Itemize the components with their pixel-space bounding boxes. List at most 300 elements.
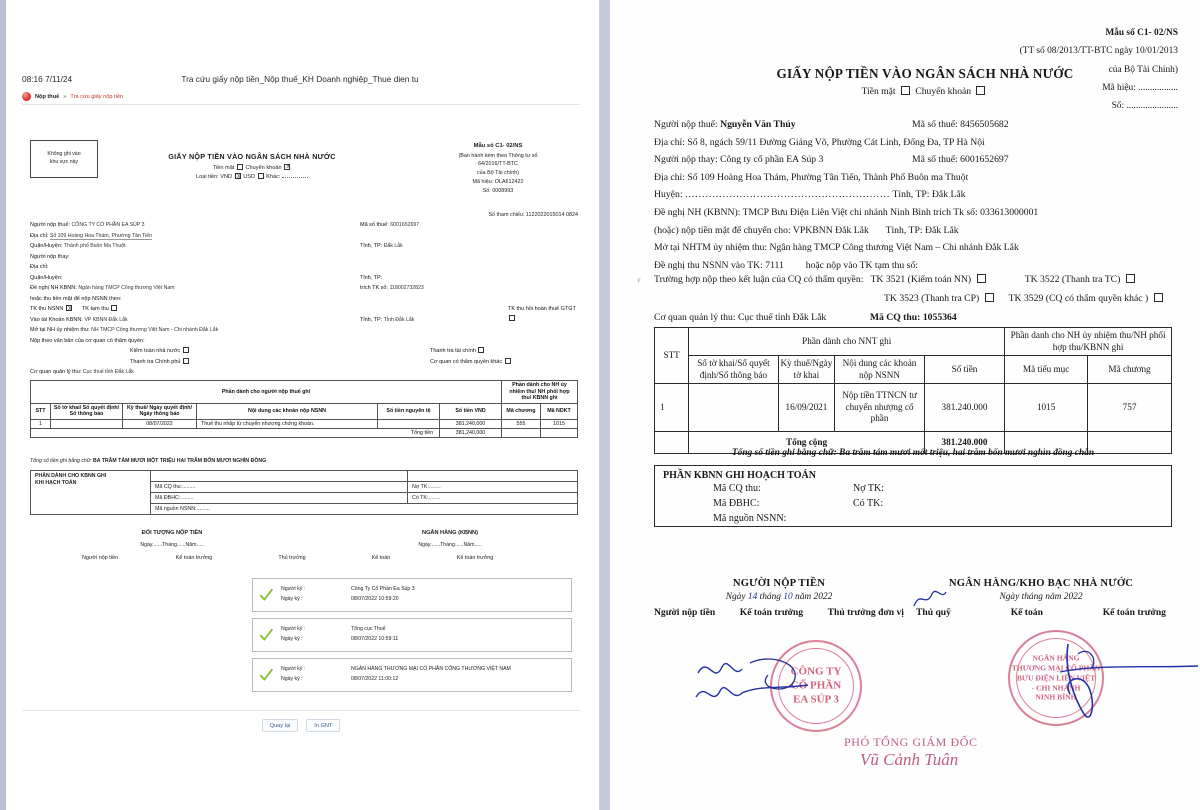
- sig-left-date: Ngày.......Tháng......Năm.....: [140, 542, 204, 548]
- date-label-3: Ngày ký :: [281, 676, 303, 682]
- signer-value-2: Tổng cục Thuế: [351, 626, 386, 633]
- print-gnt-button[interactable]: In GNT: [306, 719, 340, 732]
- scan-payer-address-value: Số 109 Hoàng Hoa Thám, Phường Tân Tiến, Thành Phố Buôn ma Thuột: [687, 171, 969, 183]
- total-ma-ndkt: [540, 429, 577, 438]
- currency-vnd-label: VND: [220, 174, 233, 180]
- kbnn-province-label: Tỉnh, TP:: [360, 316, 383, 323]
- scan-total-value: 381.240.000: [924, 432, 1004, 454]
- signature-card: [252, 618, 572, 652]
- form-serial-label: Số:: [482, 188, 491, 195]
- role-nguoi-nop-tien: Người nộp tiền: [82, 555, 118, 561]
- scan-cell-so-to-khai: [689, 384, 778, 432]
- field-payer-address: [30, 262, 578, 273]
- cell-vnd: 381,240,000: [440, 420, 502, 429]
- bank-value: Ngân hàng TMCP Công thương Việt Nam: [78, 285, 175, 291]
- scan-tk3523-checkbox: [985, 293, 994, 302]
- kbnn-account-value: VP KBNN Đắk Lắk: [84, 316, 128, 323]
- scan-case-row-3: [654, 308, 1184, 327]
- field-taxpayer: [30, 220, 578, 231]
- cell-ky-thue: 08/07/2022: [123, 420, 197, 429]
- scan-payer-address-label: Địa chỉ:: [654, 171, 685, 183]
- scan-bank-label: Đề nghị NH (KBNN):: [654, 206, 741, 218]
- or-cash-label: hoặc thu tiền mặt để nộp NSNN theo:: [30, 295, 122, 302]
- payer-address-label: Địa chỉ:: [30, 264, 49, 270]
- opt-kiemtoan-checkbox[interactable]: [183, 347, 189, 353]
- left-amount-table: [30, 380, 578, 438]
- kbnn-province-value: Tỉnh Đắk Lắk: [383, 316, 415, 323]
- kbnn-row-head: [31, 471, 578, 482]
- scan-fields: [654, 116, 1174, 274]
- scan-form-code: Mẫu số C1- 02/NS: [1105, 28, 1178, 38]
- scan-kbnn-line-3: [655, 513, 1171, 528]
- scan-table-header-row: [655, 356, 1172, 384]
- scan-left-date-pre: Ngày: [725, 592, 746, 602]
- currency-usd-checkbox[interactable]: [258, 173, 264, 179]
- scan-kbnn-ma-dbhc: Mã ĐBHC:: [713, 498, 760, 509]
- form-serial-line: [418, 187, 578, 196]
- scan-nhtm-value: Ngân hàng TMCP Công thương Việt Nam – Chi nhánh Đắk Lắk: [769, 242, 1019, 254]
- th-ma-chuong: Mã chương: [502, 403, 541, 419]
- currency-other-label: Khác:: [266, 174, 281, 180]
- kbnn-accounting-table: [30, 470, 578, 515]
- scan-manage-value: Cục thuế tỉnh Đắk Lắk: [737, 312, 827, 323]
- scan-field-district: [654, 186, 1174, 204]
- sig-left-head: ĐỐI TƯỢNG NỘP TIỀN: [141, 530, 203, 536]
- date-label-1: Ngày ký :: [281, 596, 303, 602]
- kbnn-ma-nguon: Mã nguồn NSNN:.........: [151, 504, 578, 515]
- scan-payer-taxcode-value: 6001652697: [960, 154, 1009, 166]
- signer-date-1: 08/07/2022 10:59:20: [351, 596, 399, 602]
- scan-case-options: [654, 270, 1184, 327]
- scan-sign-right: [916, 578, 1166, 618]
- scan-field-payer: [654, 151, 1174, 169]
- signature-card-values: [351, 665, 511, 685]
- form-symbol-value: OLA612422: [494, 179, 524, 186]
- form-symbol-label: Mã hiệu:: [472, 179, 494, 186]
- company-stamp-line-3: EA SÚP 3: [793, 692, 839, 705]
- scan-sign-left-head: NGƯỜI NỘP TIỀN: [732, 578, 826, 589]
- field-authority-doc: [30, 336, 578, 347]
- signature-card-labels: [281, 625, 343, 645]
- scan-taxpayer-value: Nguyễn Văn Thúy: [720, 119, 796, 130]
- scan-form-title: GIẤY NỘP TIỀN VÀO NGÂN SÁCH NHÀ NƯỚC: [776, 66, 1074, 81]
- role-ke-toan: Kế toán: [371, 555, 391, 561]
- opt-kiemtoan-label: Kiểm toán nhà nước: [130, 348, 181, 354]
- field-district: [30, 241, 578, 252]
- scan-amount-table-wrap: [654, 327, 1172, 454]
- scan-tk3529-label: TK 3529 (CQ có thẩm quyền khác ): [1008, 293, 1149, 304]
- th-so-to-khai: Số tờ khai/ Số quyết định/ Số thông báo: [51, 403, 123, 419]
- scan-or-cash-value: VPKBNN Đắk Lắk: [792, 224, 869, 236]
- bank-handwritten-signature: [1040, 628, 1200, 738]
- scan-right-role-3: Kế toán trưởng: [1102, 607, 1166, 618]
- scan-kbnn-co-tk: Có TK:: [853, 498, 884, 509]
- field-taxcode: [360, 220, 419, 231]
- scan-tk3522-checkbox: [1126, 274, 1135, 283]
- scan-field-payer-taxcode: [912, 151, 1009, 169]
- scan-cell-ma-tieu-muc: 1015: [1005, 384, 1088, 432]
- taxpayer-value: CÔNG TY CỔ PHẦN EA SÚP 3: [71, 222, 145, 228]
- check-icon: [259, 588, 273, 602]
- scan-th-ma-chuong: Mã chương: [1088, 356, 1172, 384]
- scan-transfer-label: Chuyển khoản: [915, 86, 972, 97]
- tk-gtgt-label: TK thu hồi hoàn thuế GTGT: [508, 306, 576, 312]
- scan-tk3522-label: TK 3522 (Thanh tra TC): [1024, 274, 1121, 285]
- scan-cell-ky-thue: 16/09/2021: [778, 384, 835, 432]
- scan-or-cash-label: (hoặc) nộp tiền mặt để chuyển cho:: [654, 224, 791, 236]
- gnt-form-preview: [22, 128, 580, 728]
- scan-payer-value: Công ty cổ phần EA Súp 3: [720, 154, 824, 166]
- opt-khac-label: Cơ quan có thẩm quyền khác: [430, 358, 503, 365]
- tk-nsnn-checkbox[interactable]: [66, 305, 72, 311]
- scan-district-label: Huyện:: [654, 189, 683, 201]
- field-kbnn-account: [30, 315, 578, 326]
- kbnn-title: [31, 471, 151, 515]
- transfer-checkbox[interactable]: [284, 164, 290, 170]
- scan-circular: (TT số 08/2013/TT-BTC ngày 10/01/2013: [1019, 46, 1178, 57]
- scan-taxpayer-label: Người nộp thuế:: [654, 119, 718, 130]
- form-issued-line3: của Bộ Tài chính): [476, 170, 520, 177]
- scan-field-address: [654, 134, 1174, 152]
- opt-khac-checkbox[interactable]: [505, 358, 511, 364]
- scan-cash-label: Tiền mặt: [861, 86, 896, 97]
- company-stamp-line-2: CỔ PHẦN: [790, 679, 842, 692]
- form-fields: [30, 220, 578, 378]
- reference-value: 1122022015014 0824: [525, 212, 578, 218]
- signer-handwriting: Vũ Cảnh Tuân: [860, 750, 959, 769]
- role-thu-truong: Thủ trưởng: [278, 555, 306, 561]
- cell-nguyen-te: [378, 420, 440, 429]
- scan-left-date-month: 10: [783, 592, 793, 602]
- scan-issuer: của Bộ Tài Chính): [1108, 64, 1178, 75]
- district-label: Quận/Huyện:: [30, 243, 63, 249]
- scan-province-value: Đắk Lắk: [931, 189, 966, 201]
- scan-left-date-day: 14: [747, 592, 758, 602]
- signer-title: PHÓ TỔNG GIÁM ĐỐC: [844, 735, 978, 749]
- sig-right-date: Ngày.......Tháng......Năm.....: [418, 542, 482, 548]
- scan-table-group-row: [655, 328, 1172, 356]
- cell-noi-dung: Thuế thu nhập từ chuyển nhượng chứng khoán.: [197, 420, 378, 429]
- scan-cell-noi-dung: Nộp tiền TTNCN tư chuyển nhượng cổ phần: [835, 384, 925, 432]
- scan-tk-value: 7111: [765, 259, 784, 271]
- currency-vnd-checkbox[interactable]: [235, 173, 241, 179]
- field-address: [30, 231, 578, 242]
- scan-field-payer-address: [654, 169, 1174, 187]
- signature-card-labels: [281, 585, 343, 605]
- field-province: [360, 241, 403, 252]
- back-button[interactable]: Quay lại: [262, 719, 299, 732]
- scan-payer-label: Người nộp thay:: [654, 154, 718, 166]
- nhtm-label: Mở tại NH ủy nhiệm thu:: [30, 327, 90, 333]
- scan-kbnn-title: PHẦN KBNN GHI HOẠCH TOÁN: [663, 470, 816, 481]
- payer-district-label: Quận/Huyện:: [30, 274, 63, 281]
- scan-field-bank: [654, 204, 1174, 222]
- scan-field-nhtm: [654, 239, 1174, 257]
- date-label-2: Ngày ký :: [281, 636, 303, 642]
- field-bank: [30, 283, 578, 294]
- payer-province-label: Tỉnh, TP:: [360, 274, 383, 281]
- scan-field-taxcode: [912, 116, 1009, 134]
- left-amount-table-wrap: [30, 380, 578, 438]
- province-value: Đắk Lắk: [383, 243, 403, 249]
- currency-other-input[interactable]: [282, 177, 308, 178]
- scan-amount-in-words: Tổng số tiền ghi bằng chữ: Ba trăm tám mươi mốt triệu, hai trăm bốn mươi nghìn đồng chẵn: [731, 448, 1095, 458]
- scan-left-date-post: năm 2022: [795, 592, 833, 602]
- field-opt-kiemtoan: [30, 346, 578, 357]
- scan-or-cash-province-value: Đắk Lắk: [924, 224, 959, 236]
- table-header-row: [31, 403, 578, 419]
- scan-left-role-1: Người nộp tiền: [654, 607, 716, 618]
- scan-sign-left: [654, 578, 904, 618]
- scan-payer-taxcode-label: Mã số thuế:: [912, 154, 958, 166]
- taxpayer-label: Người nộp thuế:: [30, 222, 71, 228]
- kbnn-co-tk: Có TK:........: [408, 493, 578, 504]
- kbnn-ma-cq: Mã CQ thu:.........: [151, 482, 408, 493]
- manage-label: Cơ quan quản lý thu:: [30, 369, 82, 375]
- total-label: Tổng tiền: [31, 429, 440, 438]
- signer-date-2: 08/07/2022 10:59:11: [351, 636, 399, 642]
- field-kbnn-province: [360, 315, 414, 326]
- currency-row: [142, 173, 362, 180]
- role-ke-toan-truong-2: Kế toán trưởng: [456, 555, 494, 561]
- scan-bank-value: TMCP Bưu Điện Liên Việt chi nhánh Ninh Bình trích Tk số: 033613000001: [742, 206, 1039, 218]
- province-label: Tỉnh, TP:: [360, 243, 383, 249]
- signature-card-values: [351, 625, 398, 645]
- kbnn-blank-1: [151, 471, 408, 482]
- scan-right-roles: [916, 607, 1166, 618]
- reference-number-row: [378, 212, 578, 218]
- kbnn-no-tk: Nợ TK:........: [408, 482, 578, 493]
- scan-right-role-1: Thủ quỹ: [916, 607, 951, 618]
- scan-district-dots: ............................................................: [684, 189, 891, 201]
- scan-kbnn-line-1: [655, 483, 1171, 498]
- account-label: trích TK số:: [360, 285, 389, 291]
- form-title: GIẤY NỘP TIỀN VÀO NGÂN SÁCH NHÀ NƯỚC: [168, 152, 336, 161]
- form-issued-line1: (Ban hành kèm theo Thông tư số: [458, 152, 538, 159]
- kbnn-blank-2: [408, 471, 578, 482]
- scan-cell-so-tien: 381.240.000: [924, 384, 1004, 432]
- form-symbol-line: [418, 178, 578, 187]
- field-opt-khac: [430, 357, 512, 367]
- signer-label-3: Người ký :: [281, 666, 306, 673]
- digital-signature-cards: [252, 578, 572, 698]
- total-ma-chuong: [502, 429, 541, 438]
- account-value: 118002732823: [389, 285, 424, 291]
- scan-left-date-mid: tháng: [759, 592, 781, 602]
- scan-th-ma-tieu-muc: Mã tiểu mục: [1005, 356, 1088, 384]
- group-nh: Phần dành cho NH ủy nhiệm thu/ NH phối hợp thu/ KBNN ghi: [502, 381, 578, 404]
- scan-address-label: Địa chỉ:: [654, 136, 685, 148]
- kbnn-accounting-table-wrap: [30, 470, 578, 515]
- scan-case-row-2: [654, 289, 1184, 308]
- scan-symbol-dots: .................: [1138, 82, 1178, 93]
- breadcrumb: [22, 89, 580, 105]
- scan-field-taxpayer: [654, 116, 1174, 134]
- field-account: [360, 283, 424, 294]
- payer-label: Người nộp thay:: [30, 253, 70, 260]
- signature-card-labels: [281, 665, 343, 685]
- no-write-area-text: Không ghi vào khu vực này: [47, 151, 81, 165]
- scan-nhtm-label: Mở tại NHTM ủy nhiệm thu:: [654, 242, 768, 254]
- scan-margin-mark: r: [638, 276, 641, 284]
- scan-kbnn-no-tk: Nợ TK:: [853, 483, 884, 494]
- opt-thanhtracp-checkbox[interactable]: [183, 358, 189, 364]
- scan-sign-right-date: [916, 592, 1166, 602]
- page-title: Tra cứu giấy nộp tiền_Nộp thuế_KH Doanh nghiệp_Thue dien tu: [181, 74, 419, 84]
- scan-case-label: Trường hợp nộp theo kết luận của CQ có thẩm quyền:: [654, 274, 864, 285]
- scan-taxcode-label: Mã số thuế:: [912, 119, 958, 130]
- opt-thanhtracp-label: Thanh tra Chính phủ: [130, 358, 181, 365]
- scan-kbnn-ma-cq: Mã CQ thu:: [713, 483, 761, 494]
- scan-tk3521-checkbox: [977, 274, 986, 283]
- breadcrumb-separator: »: [63, 93, 67, 100]
- scan-left-roles: [654, 607, 904, 618]
- address-value: Số 109 Hoàng Hoa Thám, Phường Tân Tiến: [49, 232, 153, 239]
- amount-in-words-label: Tổng số tiền ghi bằng chữ:: [30, 458, 92, 464]
- signature-card: [252, 658, 572, 692]
- scan-address-value: Số 8, ngách 59/11 Đường Giảng Võ, Phường Cát Linh, Đống Đa, TP Hà Nội: [687, 136, 985, 148]
- tk-tamthu-checkbox[interactable]: [111, 305, 117, 311]
- scan-serial-line: [918, 97, 1178, 115]
- payer-handwritten-signature: [690, 645, 820, 725]
- signer-value-1: Công Ty Cổ Phần Ea Súp 3: [351, 586, 415, 593]
- scan-province-label: Tỉnh, TP:: [892, 189, 930, 201]
- scan-cell-stt: 1: [655, 384, 689, 432]
- check-icon: [259, 628, 273, 642]
- scan-title-block: [760, 66, 1090, 97]
- total-value: 381,240,000: [440, 429, 502, 438]
- signer-date-3: 08/07/2022 11:00:12: [351, 676, 399, 682]
- scan-paper: [610, 0, 1200, 810]
- bank-label: Đề nghị NH KBNN:: [30, 285, 77, 291]
- th-noi-dung: Nội dung các khoản nộp NSNN: [197, 403, 378, 419]
- scan-field-or-cash: [654, 222, 1174, 240]
- cell-ma-ndkt: 1015: [540, 420, 577, 429]
- opt-thanhtratc-label: Thanh tra tài chính: [430, 348, 476, 354]
- scan-left-edge: [600, 0, 610, 810]
- scan-th-stt: STT: [655, 328, 689, 384]
- scan-kbnn-line-2: [655, 498, 1171, 513]
- scan-left-role-2: Kế toán trưởng: [739, 607, 804, 618]
- bank-stamp-line-1: NGÂN HÀNG: [1032, 653, 1080, 663]
- scanned-gnt-document: [600, 0, 1200, 810]
- sig-right-head: NGÂN HÀNG (KBNN): [422, 530, 478, 536]
- scan-transfer-checkbox: [976, 86, 985, 95]
- form-title-block: [142, 152, 362, 180]
- scan-total-label: Tổng cộng: [689, 432, 925, 454]
- nhtm-value: NH TMCP Công thương Việt Nam - Chi nhánh Đắk Lắk: [91, 327, 219, 333]
- scan-tk-tam-label: hoặc nộp vào TK tạm thu số:: [805, 259, 918, 271]
- th-vnd: Số tiền VND: [440, 403, 502, 419]
- scan-th-noi-dung: Nội dung các khoản nộp NSNN: [835, 356, 925, 384]
- th-ky-thue: Kỳ thuế/ Ngày quyết định/ Ngày thông báo: [123, 403, 197, 419]
- kbnn-ma-dbhc: Mã ĐBHC:.........: [151, 493, 408, 504]
- field-opt-thanhtracp: [30, 357, 578, 368]
- scan-tk3521-label: TK 3521 (Kiểm toán NN): [870, 274, 972, 285]
- th-stt: STT: [31, 403, 51, 419]
- cell-stt: 1: [31, 420, 51, 429]
- opt-thanhtratc-checkbox[interactable]: [478, 347, 484, 353]
- breadcrumb-root[interactable]: Nộp thuế: [35, 93, 60, 100]
- scan-right-role-2: Kế toán: [1010, 607, 1043, 618]
- scan-tk3529-checkbox: [1154, 293, 1163, 302]
- scan-left-role-3: Thủ trưởng đơn vị: [827, 607, 904, 618]
- scan-right-date-mid: tháng: [1021, 592, 1043, 602]
- field-nhtm: [30, 325, 578, 336]
- no-write-area-box: [30, 140, 98, 178]
- group-npt: Phần dành cho người nộp thuế ghi: [31, 381, 502, 404]
- scan-manage-label: Cơ quan quản lý thu:: [654, 312, 736, 323]
- check-icon: [259, 668, 273, 682]
- scan-right-date-pre: Ngày: [999, 592, 1020, 602]
- scan-case-row-1: [654, 270, 1184, 289]
- taxcode-value: 6001652697: [390, 222, 420, 228]
- bank-stamp-line-4: - CHI NHÁNH: [1031, 682, 1081, 692]
- address-label: Địa chỉ:: [30, 232, 49, 239]
- scan-tk3523-label: TK 3523 (Thanh tra CP): [884, 293, 980, 304]
- scan-kbnn-block: [654, 465, 1172, 527]
- cash-label: Tiền mặt: [212, 164, 235, 171]
- scan-right-date-post: năm 2022: [1045, 592, 1083, 602]
- authority-doc-label: Nộp theo văn bản của cơ quan có thẩm quyền:: [30, 337, 145, 344]
- scan-group-nh: Phần danh cho NH ủy nhiệm thu/NH phối hợp thu/KBNN ghi: [1005, 328, 1172, 356]
- scan-cash-checkbox: [901, 86, 910, 95]
- scan-sign-right-head: NGÂN HÀNG/KHO BẠC NHÀ NƯỚC: [948, 578, 1134, 589]
- form-serial-value: 0008993: [492, 188, 514, 195]
- scan-th-so-tien: Số tiền: [924, 356, 1004, 384]
- th-nguyen-te: Số tiền nguyên tệ: [378, 403, 440, 419]
- signer-label-1: Người ký :: [281, 586, 306, 593]
- payment-method-row: [142, 164, 362, 171]
- field-tk-options: [30, 304, 578, 315]
- breadcrumb-current[interactable]: Tra cứu giấy nộp tiền: [70, 93, 124, 100]
- signature-card-values: [351, 585, 415, 605]
- scan-kbnn-ma-nguon: Mã nguồn NSNN:: [713, 513, 787, 524]
- scan-th-ky-thue: Kỳ thuế/Ngày tờ khai: [778, 356, 835, 384]
- field-manage-authority: [30, 367, 578, 378]
- scan-tk-label: Đề nghị thu NSNN vào TK:: [654, 259, 763, 271]
- th-ma-ndkt: Mã NDKT: [540, 403, 577, 419]
- form-code: Mẫu số C1- 02/NS: [473, 143, 523, 149]
- cash-checkbox[interactable]: [237, 164, 243, 170]
- signature-card: [252, 578, 572, 612]
- scan-sign-left-date: [654, 592, 904, 602]
- scan-cell-ma-chuong: 757: [1088, 384, 1172, 432]
- amount-in-words-value: BA TRĂM TÁM MƯƠI MỘT TRIỆU HAI TRĂM BỐN MƯƠI NGHÌN ĐỒNG: [93, 458, 267, 464]
- form-meta-block: [418, 142, 578, 196]
- field-or-cash: [30, 294, 578, 305]
- field-payer-province: [360, 273, 382, 284]
- scan-group-nnt: Phần dành cho NNT ghi: [689, 328, 1005, 356]
- signer-value-3: NGÂN HÀNG THƯƠNG MẠI CỔ PHẦN CÔNG THƯƠNG VIỆT NAM: [351, 666, 511, 673]
- thu-truong-initial-mark: [910, 586, 950, 610]
- tk-nsnn-label: TK thu NSNN: [30, 306, 64, 312]
- manage-value: Cục thuế tỉnh Đắk Lắk: [82, 369, 134, 375]
- scan-taxcode-value: 8456505682: [960, 119, 1009, 130]
- cell-so-to-khai: [51, 420, 123, 429]
- scan-symbol-label: Mã hiệu:: [1102, 82, 1136, 93]
- scan-serial-label: Số:: [1111, 101, 1125, 112]
- taxcode-label: Mã số thuế:: [360, 222, 389, 228]
- role-ke-toan-truong-1: Kế toán trưởng: [175, 555, 213, 561]
- currency-label: Loại tiền:: [195, 174, 219, 180]
- scan-serial-dots: ......................: [1126, 101, 1178, 112]
- table-group-header-row: [31, 381, 578, 404]
- field-payer-district: [30, 273, 578, 284]
- scan-ma-cq-value: 1055364: [922, 312, 957, 323]
- print-timestamp: 08:16 7/11/24: [22, 74, 73, 84]
- field-opt-thanhtratc: [430, 346, 485, 356]
